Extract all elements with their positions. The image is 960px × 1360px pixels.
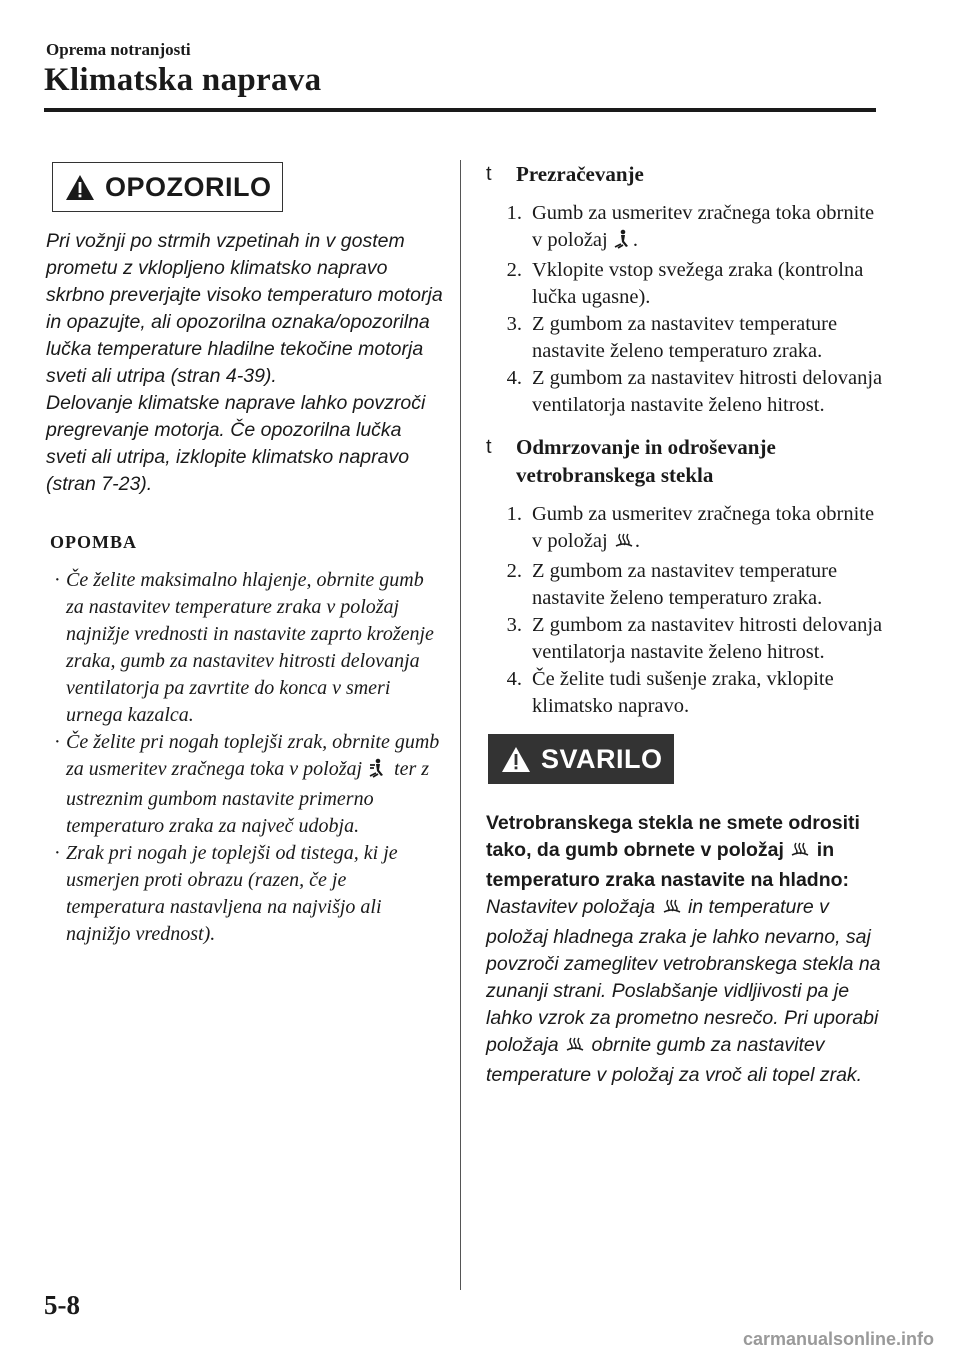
step-text: Vklopite vstop svežega zraka (kontrolna lučka ugasne). xyxy=(532,259,864,308)
caution-paragraph xyxy=(486,894,886,1089)
step-suffix: . xyxy=(632,229,638,251)
caution-text: in temperature v položaj hladnega zraka je lahko nevarno, saj povzroči zameglitev vetrobranskega stekla na zunanji strani. Poslabšanje vidljivosti pa je lahko vzrok za prometno nesrečo. Pri uporabi položaja xyxy=(486,896,881,1056)
windshield-defrost-icon xyxy=(662,897,682,924)
page-title: Klimatska naprava xyxy=(44,62,322,98)
step-item xyxy=(486,257,886,311)
step-text: Z gumbom za nastavitev temperature nastavite želeno temperaturo zraka. xyxy=(532,313,838,362)
right-column xyxy=(486,160,886,1089)
step-number: 1. xyxy=(506,202,522,224)
step-text: Z gumbom za nastavitev hitrosti delovanja ventilatorja nastavite želeno hitrost. xyxy=(532,614,883,663)
caution-bold-paragraph xyxy=(486,810,886,894)
heading-text: Odmrzovanje in odroševanje vetrobranskega stekla xyxy=(516,435,776,487)
caution-label: SVARILO xyxy=(541,743,663,774)
caution-body xyxy=(486,810,886,1089)
step-number: 4. xyxy=(506,367,522,389)
caution-triangle-icon xyxy=(501,746,531,773)
windshield-defrost-icon xyxy=(565,1035,585,1062)
ventilation-steps xyxy=(486,200,886,419)
step-item xyxy=(486,558,886,612)
step-number: 3. xyxy=(506,614,522,636)
note-item-text: Če želite pri nogah toplejši zrak, obrnite gumb za usmeritev zračnega toka v položaj xyxy=(66,731,440,780)
caution-text: obrnite gumb za nastavitev temperature v položaj za vroč ali topel zrak. xyxy=(486,1034,863,1086)
title-rule xyxy=(44,108,876,112)
step-number: 2. xyxy=(506,259,522,281)
heading-text: Prezračevanje xyxy=(516,162,644,186)
step-text: Z gumbom za nastavitev hitrosti delovanja ventilatorja nastavite želeno hitrost. xyxy=(532,367,883,416)
step-item xyxy=(486,200,886,257)
warning-paragraph: Pri vožnji po strmih vzpetinah in v gostem prometu z vklopljeno klimatsko napravo skrbno preverjajte visoko temperaturo motorja in opazujte, ali opozorilna oznaka/opozorilna lučka temperature hladilne tekočine motorja sveti ali utripa (stran 4-39). xyxy=(46,230,443,387)
caution-bold-text: in temperaturo zraka nastavite na hladno: xyxy=(486,839,850,891)
note-heading: OPOMBA xyxy=(50,532,137,552)
step-text: Gumb za usmeritev zračnega toka obrnite v položaj xyxy=(532,503,875,552)
ventilation-heading xyxy=(486,160,886,188)
step-number: 3. xyxy=(506,313,522,335)
step-item xyxy=(486,666,886,720)
warning-triangle-icon xyxy=(65,174,95,201)
step-item xyxy=(486,612,886,666)
warning-paragraph: Delovanje klimatske naprave lahko povzroči pregrevanje motorja. Če opozorilna lučka sveti ali utripa, izklopite klimatsko napravo (stran 7-23). xyxy=(46,392,426,495)
warning-body xyxy=(46,228,444,498)
step-number: 1. xyxy=(506,503,522,525)
warning-label: OPOZORILO xyxy=(105,171,272,202)
heading-marker: t xyxy=(486,436,492,458)
step-number: 2. xyxy=(506,560,522,582)
left-column xyxy=(46,162,444,948)
windshield-defrost-icon xyxy=(790,840,810,867)
step-suffix: . xyxy=(634,530,640,552)
step-text: Če želite tudi sušenje zraka, vklopite klimatsko napravo. xyxy=(532,668,834,717)
section-label: Oprema notranjosti xyxy=(46,40,191,59)
note-item-text: ter z ustreznim gumbom nastavite primerno temperaturo zraka za največ udobja. xyxy=(66,758,430,837)
defrost-heading xyxy=(486,433,886,489)
note-item xyxy=(46,729,444,840)
step-number: 4. xyxy=(506,668,522,690)
watermark[interactable]: carmanualsonline.info xyxy=(742,1329,934,1349)
warning-badge xyxy=(52,162,283,212)
column-divider xyxy=(460,160,461,1290)
step-item xyxy=(486,311,886,365)
step-item xyxy=(486,365,886,419)
floor-airflow-icon xyxy=(614,229,632,257)
caution-text: Nastavitev položaja xyxy=(486,896,656,918)
caution-bold-text: Vetrobranskega stekla ne smete odrositi tako, da gumb obrnete v položaj xyxy=(486,812,860,861)
step-text: Z gumbom za nastavitev temperature nastavite želeno temperaturo zraka. xyxy=(532,560,838,609)
page-number: 5-8 xyxy=(44,1290,80,1320)
windshield-defrost-icon xyxy=(614,531,634,558)
step-text: Gumb za usmeritev zračnega toka obrnite v položaj xyxy=(532,202,875,251)
note-list xyxy=(46,567,444,948)
note-item: · Zrak pri nogah je toplejši od tistega, ki je usmerjen proti obrazu (razen, če je temperatura nastavljena na najvišjo ali najnižjo vrednost). xyxy=(46,840,444,948)
caution-badge xyxy=(488,734,674,784)
floor-face-airflow-icon xyxy=(368,758,388,786)
note-item: · Če želite maksimalno hlajenje, obrnite gumb za nastavitev temperature zraka v položaj najnižje vrednosti in nastavite zaprto kroženje zraka, gumb za nastavitev hitrosti delovanja ventilatorja pa zavrtite do konca v smeri urnega kazalca. xyxy=(46,567,444,729)
heading-marker: t xyxy=(486,163,492,185)
defrost-steps xyxy=(486,501,886,720)
step-item xyxy=(486,501,886,558)
